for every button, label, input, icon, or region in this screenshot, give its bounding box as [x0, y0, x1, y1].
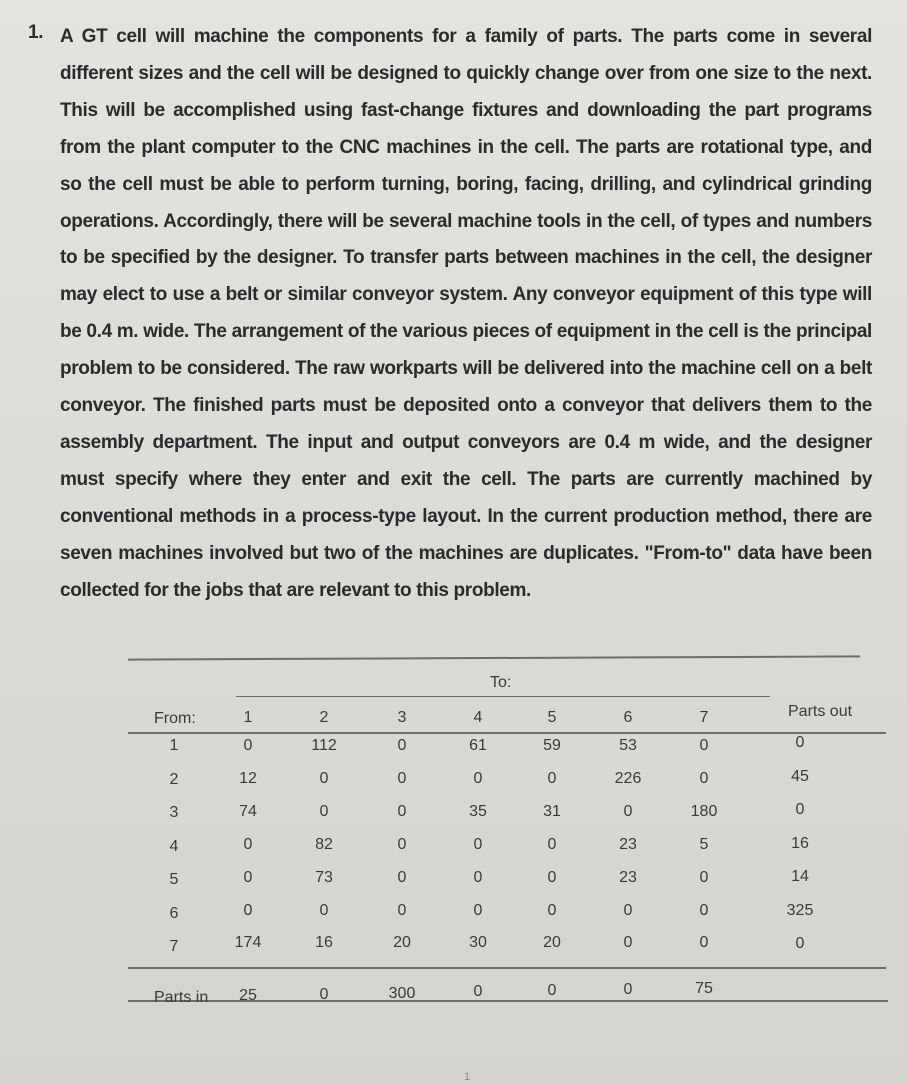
flow-value-cell: 0	[547, 835, 557, 853]
flow-value-cell: 0	[547, 769, 557, 787]
flow-value-cell: 20	[393, 934, 411, 952]
table-top-rule	[128, 655, 860, 660]
from-to-table	[128, 655, 888, 1025]
to-column-header-1: 1	[243, 709, 253, 726]
flow-value-cell: 112	[311, 737, 337, 754]
from-machine-label: 2	[169, 770, 179, 788]
flow-value-cell: 0	[397, 737, 407, 754]
flow-value-cell: 0	[319, 901, 329, 919]
flow-value-cell: 0	[699, 737, 709, 754]
parts-out-cell: 45	[791, 767, 809, 785]
page-marker: 1	[464, 1071, 471, 1083]
flow-value-cell: 0	[243, 737, 253, 754]
flow-value-cell: 0	[547, 901, 557, 919]
parts-out-label: Parts out	[788, 703, 853, 720]
flow-value-cell: 0	[243, 835, 253, 853]
flow-value-cell: 16	[315, 934, 333, 952]
flow-value-cell: 0	[473, 835, 483, 853]
flow-value-cell: 0	[473, 868, 483, 886]
flow-value-cell: 0	[397, 802, 407, 820]
parts-in-cell: 300	[388, 984, 416, 1002]
question-text: A GT cell will machine the components for a family of parts. The parts come in several different sizes and the cell will be designed to quickly change over from one size to the next. This will be accomplished using fast-change fixtures and downloading the part programs from the plant computer to the CNC machines in the cell. The parts are rotational type, and so the cell must be able to perform turning, boring, facing, drilling, and cylindrical grinding operations. Accordingly, there will be several machine tools in the cell, of types and numbers to be specified by the designer. To transfer parts between machines in the cell, the designer may elect to use a belt or similar conveyor system. Any conveyor equipment of this type will be 0.4 m. wide. The arrangement of the various pieces of equipment in the cell is the principal problem to be considered. The raw workparts will be delivered into the machine cell on a belt conveyor. The finished parts must be deposited onto a conveyor that delivers them to the assembly department. The input and output conveyors are 0.4 m wide, and the designer must specify where they enter and exit the cell. The parts are currently machined by conventional methods in a process-type layout. In the current production method, there are seven machines involved but two of the machines are duplicates. "From-to" data have been collected for the jobs that are relevant to this problem.	[60, 26, 872, 601]
from-machine-label: 1	[169, 737, 179, 754]
from-machine-label: 7	[169, 938, 179, 955]
parts-out-cell: 325	[786, 901, 814, 919]
flow-value-cell: 0	[473, 901, 483, 919]
flow-value-cell: 226	[614, 769, 642, 787]
to-column-header-4: 4	[473, 709, 483, 726]
flow-value-cell: 5	[699, 835, 709, 853]
to-column-header-2: 2	[319, 709, 329, 726]
flow-value-cell: 20	[543, 934, 561, 952]
parts-in-cell: 0	[319, 985, 329, 1003]
parts-in-cell: 0	[547, 982, 557, 1000]
flow-value-cell: 0	[699, 934, 709, 952]
flow-value-cell: 180	[690, 802, 718, 820]
from-machine-label: 3	[169, 804, 179, 821]
flow-value-cell: 0	[319, 769, 329, 787]
flow-value-cell: 0	[623, 934, 633, 952]
flow-value-cell: 0	[699, 769, 709, 787]
flow-value-cell: 82	[315, 835, 333, 853]
parts-in-cell: 75	[695, 979, 713, 997]
flow-value-cell: 23	[619, 835, 637, 853]
flow-value-cell: 0	[623, 802, 633, 820]
flow-value-cell: 73	[315, 868, 333, 886]
flow-value-cell: 30	[469, 934, 487, 952]
to-column-header-3: 3	[397, 709, 407, 726]
body-bottom-rule	[128, 967, 886, 969]
flow-value-cell: 0	[243, 868, 253, 886]
flow-value-cell: 31	[543, 802, 561, 820]
flow-value-cell: 35	[469, 802, 487, 820]
flow-value-cell: 0	[547, 868, 557, 886]
from-label: From:	[154, 710, 196, 727]
flow-value-cell: 61	[469, 737, 487, 754]
flow-value-cell: 0	[397, 868, 407, 886]
parts-out-cell: 0	[795, 935, 805, 952]
flow-value-cell: 12	[239, 769, 257, 787]
flow-value-cell: 23	[619, 868, 637, 886]
flow-value-cell: 0	[397, 901, 407, 919]
from-machine-label: 6	[169, 904, 179, 922]
flow-value-cell: 0	[623, 901, 633, 919]
flow-value-cell: 174	[234, 934, 262, 952]
parts-out-cell: 0	[795, 734, 805, 751]
flow-value-cell: 74	[239, 802, 257, 820]
to-column-header-6: 6	[623, 709, 633, 726]
flow-value-cell: 0	[243, 901, 253, 919]
to-column-header-7: 7	[699, 709, 709, 726]
flow-value-cell: 0	[699, 868, 709, 886]
parts-out-cell: 0	[795, 801, 805, 818]
parts-in-label: Parts in	[154, 989, 209, 1006]
question-number: 1.	[28, 22, 44, 43]
parts-in-cell: 25	[239, 987, 257, 1004]
parts-in-cell: 0	[473, 983, 483, 1001]
from-machine-label: 5	[169, 871, 179, 888]
flow-value-cell: 0	[473, 769, 483, 787]
parts-out-cell: 16	[791, 834, 809, 852]
flow-value-cell: 0	[319, 802, 329, 820]
to-underline-rule	[236, 696, 770, 697]
flow-value-cell: 59	[543, 737, 561, 754]
parts-out-cell: 14	[791, 868, 809, 885]
parts-in-cell: 0	[623, 981, 633, 998]
flow-value-cell: 53	[619, 737, 637, 754]
to-column-header-5: 5	[547, 709, 557, 726]
flow-value-cell: 0	[397, 835, 407, 853]
flow-value-cell: 0	[397, 769, 407, 787]
to-label: To:	[490, 674, 512, 691]
from-machine-label: 4	[169, 837, 179, 855]
flow-value-cell: 0	[699, 901, 709, 919]
